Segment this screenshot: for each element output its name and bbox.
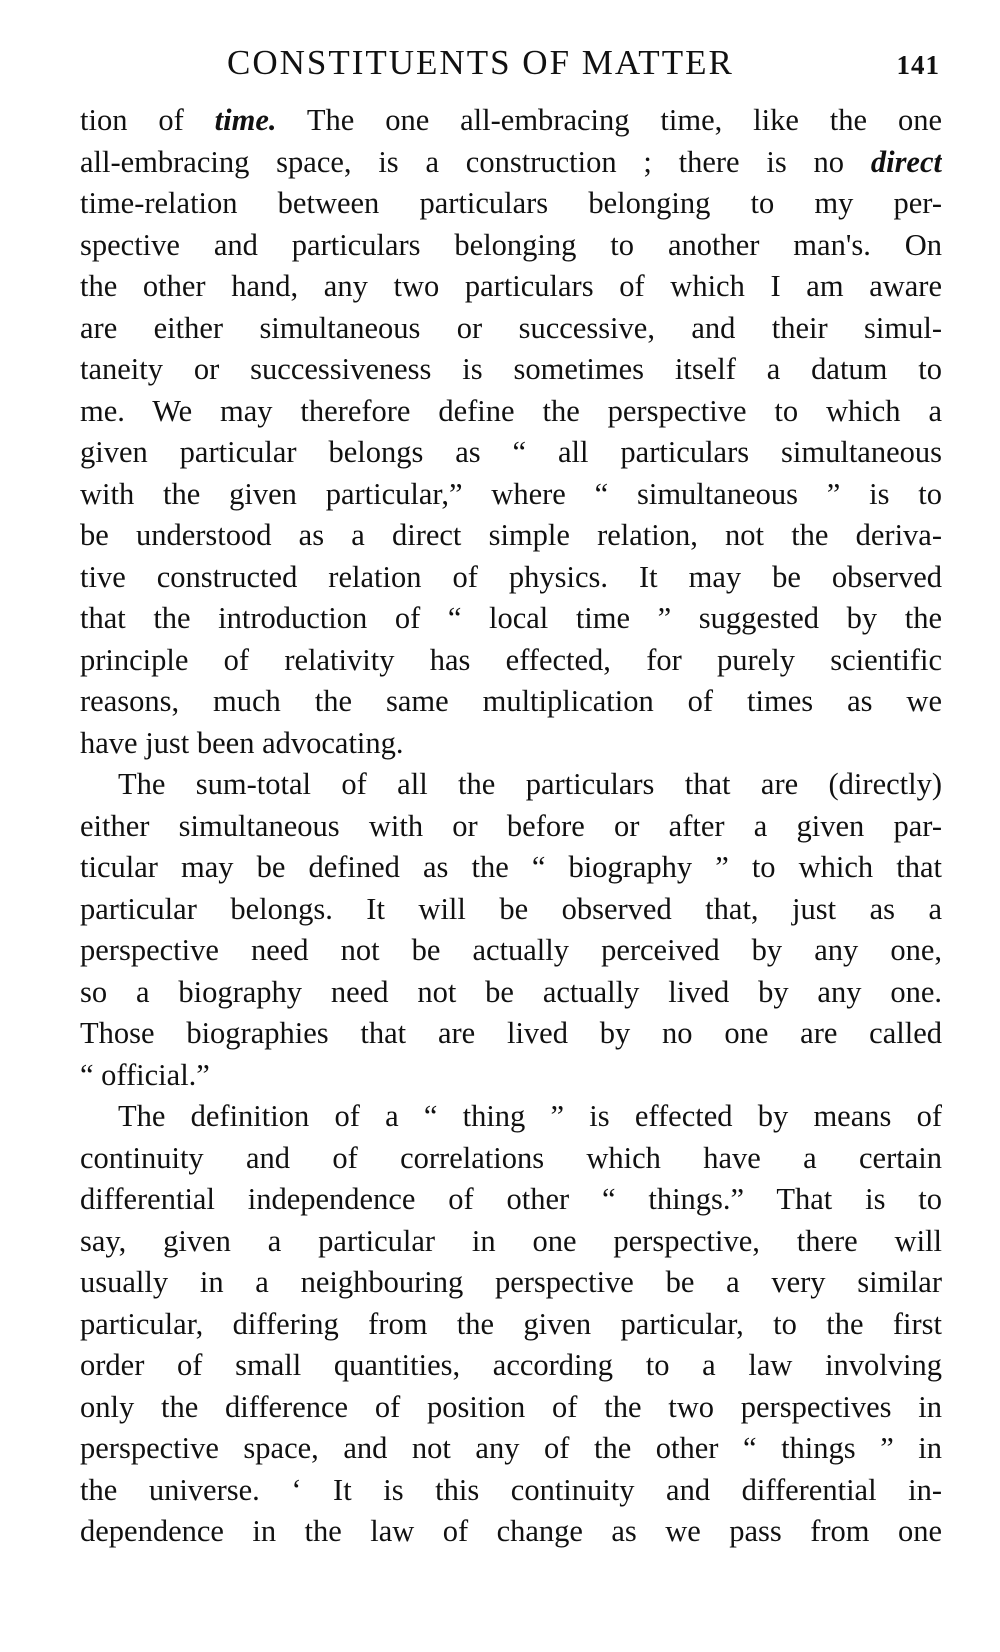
emphasized-word: time.: [214, 103, 277, 137]
paragraph: [80, 764, 942, 1096]
emphasized-word: direct: [870, 144, 942, 179]
text-line: be understood as a direct simple relation, not the deriva-: [80, 518, 942, 552]
running-title: CONSTITUENTS OF MATTER: [227, 43, 734, 82]
text-line: Those biographies that are lived by no one are called: [80, 1016, 942, 1050]
text-line: particular belongs. It will be observed that, just as a: [80, 891, 942, 926]
text-line: The definition of a “ thing ” is effected by means of: [118, 1099, 942, 1133]
text-line: the universe. ‘ It is this continuity and differential in-: [80, 1472, 942, 1507]
text-line: perspective need not be actually perceived by any one,: [80, 933, 942, 967]
text-line: order of small quantities, according to a law involving: [80, 1348, 942, 1382]
text-line: so a biography need not be actually lived by any one.: [80, 974, 942, 1009]
paragraph: [80, 100, 942, 764]
paragraph: [80, 1096, 942, 1553]
text-line: The sum-total of all the particulars that are (directly): [118, 767, 942, 801]
text-line: differential independence of other “ things.” That is to: [80, 1182, 942, 1216]
page-number: 141: [896, 50, 940, 80]
text-line: dependence in the law of change as we pass from one: [80, 1514, 942, 1548]
text-line: usually in a neighbouring perspective be a very similar: [80, 1265, 942, 1299]
text-line: with the given particular,” where “ simultaneous ” is to: [80, 476, 942, 511]
text-line: that the introduction of “ local time ” suggested by the: [80, 601, 942, 635]
text-line: principle of relativity has effected, for purely scientific: [80, 642, 942, 677]
text-line: either simultaneous with or before or after a given par-: [80, 808, 942, 843]
text-line: tive constructed relation of physics. It may be observed: [80, 559, 942, 594]
running-head: [80, 38, 940, 88]
text-line: say, given a particular in one perspective, there will: [80, 1223, 942, 1258]
text-line: tion of time. The one all-embracing time, like the one: [80, 103, 942, 137]
text-line: all-embracing space, is a construction ; there is no direct: [80, 144, 942, 179]
text-line: ticular may be defined as the “ biography ” to which that: [80, 850, 942, 884]
text-line: are either simultaneous or successive, and their simul-: [80, 310, 942, 345]
text-line: “ official.”: [80, 1057, 210, 1092]
text-line: time-relation between particulars belonging to my per-: [80, 186, 942, 220]
text-line: only the difference of position of the two perspectives in: [80, 1389, 942, 1424]
text-line: me. We may therefore define the perspective to which a: [80, 393, 942, 428]
text-line: perspective space, and not any of the other “ things ” in: [80, 1431, 942, 1465]
text-line: taneity or successiveness is sometimes itself a datum to: [80, 352, 942, 386]
body-text: [80, 100, 942, 1553]
text-line: spective and particulars belonging to another man's. On: [80, 227, 942, 262]
text-line: continuity and of correlations which have a certain: [80, 1140, 942, 1175]
text-line: the other hand, any two particulars of which I am aware: [80, 269, 942, 303]
text-line: particular, differing from the given particular, to the first: [80, 1306, 942, 1341]
text-line: reasons, much the same multiplication of times as we: [80, 684, 942, 718]
text-line: given particular belongs as “ all particulars simultaneous: [80, 435, 942, 469]
text-line: have just been advocating.: [80, 725, 404, 760]
